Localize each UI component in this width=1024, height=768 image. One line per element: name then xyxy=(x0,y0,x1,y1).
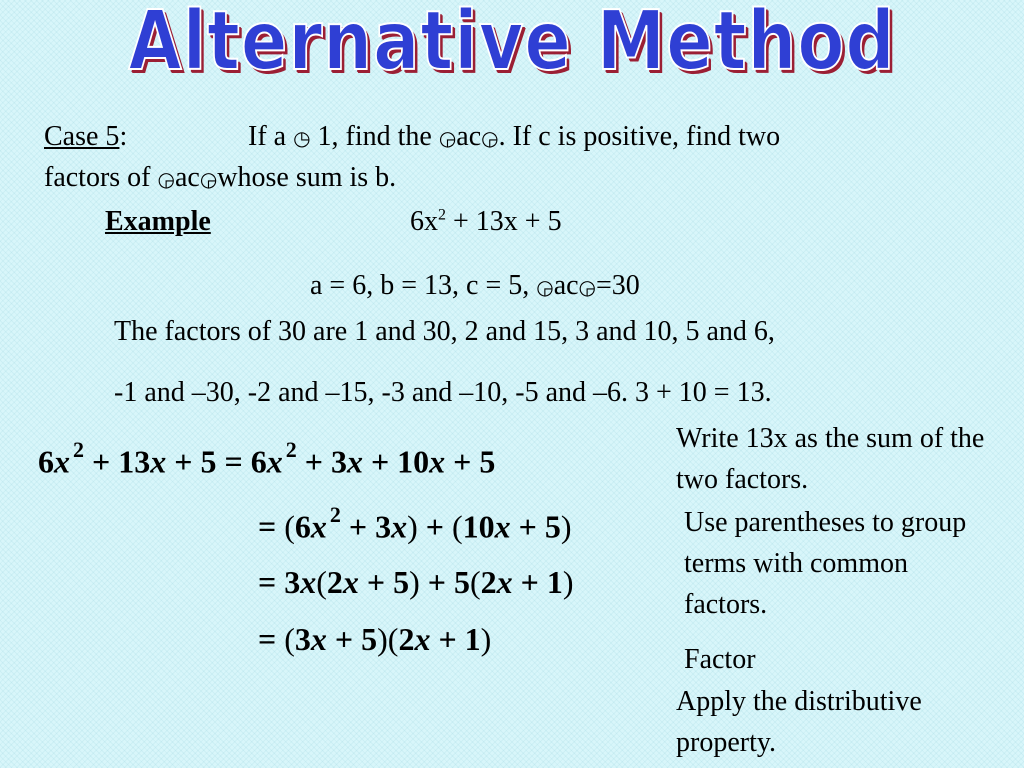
variable: x xyxy=(414,621,431,657)
paren: ( xyxy=(284,621,295,657)
term: + 5 xyxy=(326,621,378,657)
paren: ) xyxy=(562,564,574,600)
factors-line-1: The factors of 30 are 1 and 30, 2 and 15, 3 and 10, 5 and 6, xyxy=(114,316,775,347)
paren: ) xyxy=(407,508,418,545)
note-distributive: Apply the distributive property. xyxy=(676,686,922,758)
case-whose-sum: whose sum is b. xyxy=(217,162,397,193)
variable: x xyxy=(346,443,363,480)
term: = xyxy=(258,508,285,545)
example-label: Example xyxy=(105,206,211,237)
clock-symbol-abs-open-icon: ◶ xyxy=(157,167,175,191)
term: 10 xyxy=(462,508,495,545)
exponent: 2 xyxy=(329,502,341,527)
case-find: 1, find the xyxy=(317,121,432,152)
paren: ( xyxy=(470,564,481,600)
clock-symbol-abs-open-icon: ◶ xyxy=(438,126,457,150)
exponent: 2 xyxy=(285,437,297,462)
clock-symbol-abs-close-icon: ◶ xyxy=(578,275,596,299)
variable: x xyxy=(300,564,317,600)
clock-symbol-abs-open-icon: ◶ xyxy=(536,275,554,299)
term: = xyxy=(258,621,285,657)
example-expression xyxy=(410,206,562,238)
step-1-equation xyxy=(38,437,496,481)
term: 6 xyxy=(294,508,311,545)
case-positive: . If c is positive, find two xyxy=(498,121,781,152)
case-heading xyxy=(44,121,127,153)
step-4-equation xyxy=(258,621,491,658)
paren: ) xyxy=(409,564,420,600)
term: + xyxy=(417,508,453,545)
term: = 3 xyxy=(258,564,301,600)
variable: x xyxy=(150,443,167,480)
term: + 5 xyxy=(358,564,410,600)
case-if: If a xyxy=(248,121,287,152)
variable: x xyxy=(494,508,511,545)
case-colon: : xyxy=(119,121,128,152)
paren: ) xyxy=(377,621,388,657)
variable: x xyxy=(310,508,327,545)
paren: ( xyxy=(387,621,399,657)
paren: ( xyxy=(316,564,327,600)
term: + 5 xyxy=(419,564,471,600)
term: 3 xyxy=(294,621,311,657)
variable: x xyxy=(496,564,513,600)
paren: ( xyxy=(452,508,463,545)
variable: x xyxy=(266,443,283,480)
paren: ) xyxy=(560,508,572,545)
term: + 13 xyxy=(84,443,151,480)
case-ac: ac xyxy=(456,121,482,152)
term: + 3 xyxy=(296,443,347,480)
case-ac: ac xyxy=(174,162,200,193)
paren: ( xyxy=(284,508,295,545)
slide-title: Alternative Method xyxy=(128,0,896,89)
variable: x xyxy=(391,508,408,545)
case-factors-of: factors of xyxy=(44,162,151,193)
coefficients-suffix: =30 xyxy=(596,270,640,301)
factors-line-2: -1 and –30, -2 and –15, -3 and –10, -5 and –6. 3 + 10 = 13. xyxy=(114,377,772,408)
variable: x xyxy=(429,443,446,480)
term: + 3 xyxy=(340,508,392,545)
case-label: Case 5 xyxy=(44,121,120,152)
case-text-line1 xyxy=(248,121,780,153)
term: 2 xyxy=(398,621,415,657)
coefficients-line xyxy=(310,270,640,302)
step-2-equation xyxy=(258,502,572,546)
case-text-line2 xyxy=(44,162,396,194)
term: + 5 = 6 xyxy=(166,443,267,480)
expr-prefix: 6x xyxy=(410,206,438,237)
note-factor: Factor xyxy=(684,644,756,675)
variable: x xyxy=(54,443,70,480)
variable: x xyxy=(310,621,327,657)
term: 2 xyxy=(480,564,497,600)
term: + 1 xyxy=(512,564,563,600)
expr-exponent: 2 xyxy=(438,206,446,224)
exponent: 2 xyxy=(73,437,84,462)
variable: x xyxy=(342,564,359,600)
clock-symbol-abs-close-icon: ◶ xyxy=(199,167,218,191)
term: + 10 xyxy=(362,443,430,480)
paren: ) xyxy=(480,621,492,657)
expr-suffix: + 13x + 5 xyxy=(446,206,562,237)
term: 2 xyxy=(326,564,343,600)
clock-symbol-neq-icon: ◷ xyxy=(293,126,311,150)
term: 6 xyxy=(38,443,54,480)
coefficients-prefix: a = 6, b = 13, c = 5, xyxy=(310,270,530,301)
coefficients-ac: ac xyxy=(553,270,579,301)
step-3-equation xyxy=(258,564,574,601)
note-group-terms: Use parentheses to group terms with common factors. xyxy=(684,507,967,620)
term: + 1 xyxy=(430,621,481,657)
clock-symbol-abs-close-icon: ◶ xyxy=(481,126,499,150)
term: + 5 xyxy=(510,508,561,545)
note-write-sum: Write 13x as the sum of the two factors. xyxy=(676,423,985,495)
term: + 5 xyxy=(445,443,496,480)
